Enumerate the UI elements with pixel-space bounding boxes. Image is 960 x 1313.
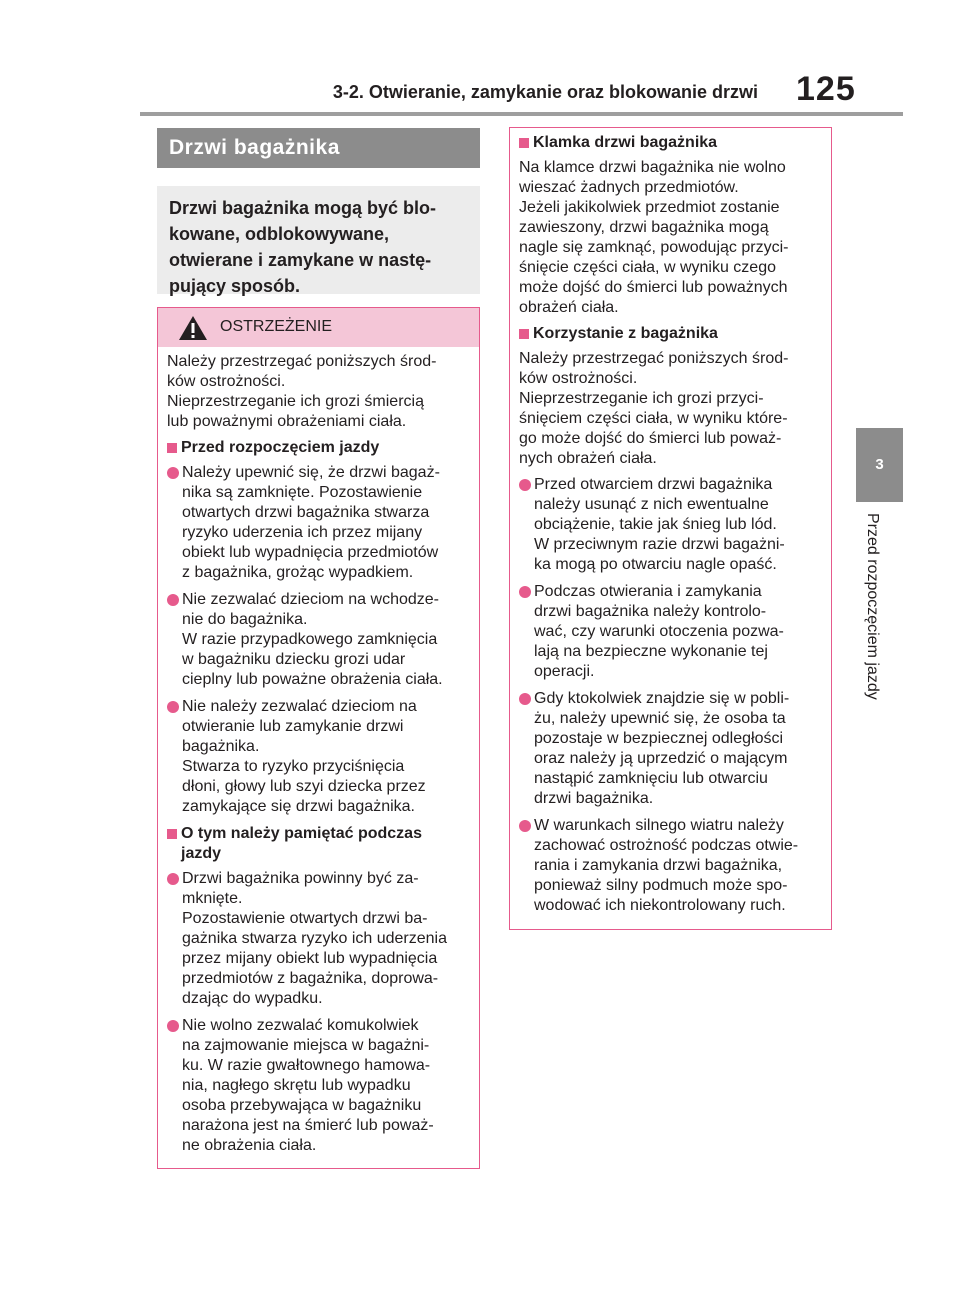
warning-bullet	[519, 816, 825, 916]
page-number: 125	[796, 70, 856, 108]
square-bullet-icon	[167, 829, 177, 839]
warning-heading	[519, 133, 825, 153]
warning-bullet	[167, 590, 473, 690]
circle-bullet-icon	[167, 1020, 179, 1032]
warning-intro: Należy przestrzegać poniższych środ- ków ostrożności. Nieprzestrzeganie ich grozi śmiercią lub poważnymi obrażeniami ciała.	[167, 353, 437, 430]
warning-bullet	[167, 697, 473, 817]
square-bullet-icon	[519, 138, 529, 148]
warning-bullet	[167, 1016, 473, 1156]
circle-bullet-icon	[519, 820, 531, 832]
header-section-title: 3-2. Otwieranie, zamykanie oraz blokowanie drzwi	[332, 82, 758, 102]
section-title: Drzwi bagażnika	[157, 128, 480, 168]
warning-continued-box	[509, 127, 832, 930]
warning-header	[158, 308, 479, 347]
warning-heading-text: O tym należy pamiętać podczas jazdy	[181, 825, 422, 862]
warning-bullet-text: W warunkach silnego wiatru należy zachować ostrożność podczas otwie- rania i zamykania drzwi bagażnika, ponieważ silny podmuch może spo- wodować ich niekontrolowany ruch.	[534, 817, 799, 914]
warning-bullet	[519, 689, 825, 809]
warning-bullet-text: Drzwi bagażnika powinny być za- mknięte. Pozostawienie otwartych drzwi ba- gażnika stwarza ryzyko ich uderzenia przez mijany obiekt lub wypadnięcia przedmiotów z bagażnika, doprowa- dzając do wypadku.	[182, 870, 448, 1007]
warning-heading	[167, 824, 473, 864]
warning-box	[157, 307, 480, 1169]
warning-heading-text: Klamka drzwi bagażnika	[533, 134, 718, 151]
warning-bullet-text: Nie zezwalać dzieciom na wchodze- nie do bagażnika. W razie przypadkowego zamknięcia w bagażniku dziecku grozi udar cieplny lub poważne obrażenia ciała.	[182, 591, 443, 688]
circle-bullet-icon	[167, 873, 179, 885]
warning-bullet-text: Nie wolno zezwalać komukolwiek na zajmowanie miejsca w bagażni- ku. W razie gwałtownego hamowa- nia, nagłego skrętu lub wypadku osoba przebywająca w bagażniku narażona jest na śmierć lub poważ- ne obrażenia ciała.	[182, 1017, 434, 1154]
chapter-side-label: Przed rozpoczęciem jazdy	[864, 513, 881, 700]
warning-bullet-text: Przed otwarciem drzwi bagażnika należy usunąć z nich ewentualne obciążenie, takie jak śnieg lub lód. W przeciwnym razie drzwi bagażni- ka mogą po otwarciu nagle opaść.	[534, 476, 785, 573]
warning-bullet	[167, 869, 473, 1009]
warning-paragraph: Należy przestrzegać poniższych środ- ków ostrożności. Nieprzestrzeganie ich grozi przyci- śnięciem części ciała, w wyniku które- go może dojść do śmierci lub poważ- nych obrażeń ciała.	[519, 350, 789, 467]
square-bullet-icon	[167, 443, 177, 453]
warning-heading-text: Przed rozpoczęciem jazdy	[181, 439, 380, 456]
chapter-tab[interactable]: 3	[856, 428, 903, 502]
warning-paragraph: Na klamce drzwi bagażnika nie wolno wieszać żadnych przedmiotów. Jeżeli jakikolwiek przedmiot zostanie zawieszony, drzwi bagażnika mogą nagle się zamknąć, powodując przyci- śnięcie części ciała, w wyniku czego może dojść do śmierci lub poważnych obrażeń ciała.	[519, 159, 789, 316]
warning-triangle-icon	[178, 315, 208, 346]
circle-bullet-icon	[519, 586, 531, 598]
warning-bullet	[519, 475, 825, 575]
warning-bullet	[167, 463, 473, 583]
warning-bullet-text: Nie należy zezwalać dzieciom na otwieranie lub zamykanie drzwi bagażnika. Stwarza to ryzyko przyciśnięcia dłoni, głowy lub szyi dziecka przez zamykające się drzwi bagażnika.	[182, 698, 426, 815]
header-rule	[140, 112, 903, 116]
warning-bullet	[519, 582, 825, 682]
circle-bullet-icon	[167, 594, 179, 606]
circle-bullet-icon	[519, 479, 531, 491]
warning-content	[158, 347, 479, 1156]
circle-bullet-icon	[167, 467, 179, 479]
square-bullet-icon	[519, 329, 529, 339]
warning-heading-text: Korzystanie z bagażnika	[533, 325, 718, 342]
circle-bullet-icon	[167, 701, 179, 713]
warning-bullet-text: Należy upewnić się, że drzwi bagaż- nika są zamknięte. Pozostawienie otwartych drzwi bagażnika stwarza ryzyko uderzenia ich przez mijany obiekt lub wypadnięcia przedmiotów z bagażnika, grożąc wypadkiem.	[182, 464, 440, 581]
warning-heading	[519, 324, 825, 344]
warning-continued-content	[510, 128, 831, 916]
circle-bullet-icon	[519, 693, 531, 705]
section-intro: Drzwi bagażnika mogą być blo- kowane, odblokowywane, otwierane i zamykane w nastę- pujący sposób.	[157, 186, 480, 294]
warning-title: OSTRZEŻENIE	[220, 318, 333, 335]
warning-bullet-text: Podczas otwierania i zamykania drzwi bagażnika należy kontrolo- wać, czy warunki otoczenia pozwa- lają na bezpieczne wykonanie tej operacji.	[534, 583, 784, 680]
warning-heading	[167, 438, 473, 458]
warning-bullet-text: Gdy ktokolwiek znajdzie się w pobli- żu, należy upewnić się, że osoba ta pozostaje w bezpiecznej odległości oraz należy ją uprzedzić o mającym nastąpić zamknięciu lub otwarciu drzwi bagażnika.	[534, 690, 790, 807]
